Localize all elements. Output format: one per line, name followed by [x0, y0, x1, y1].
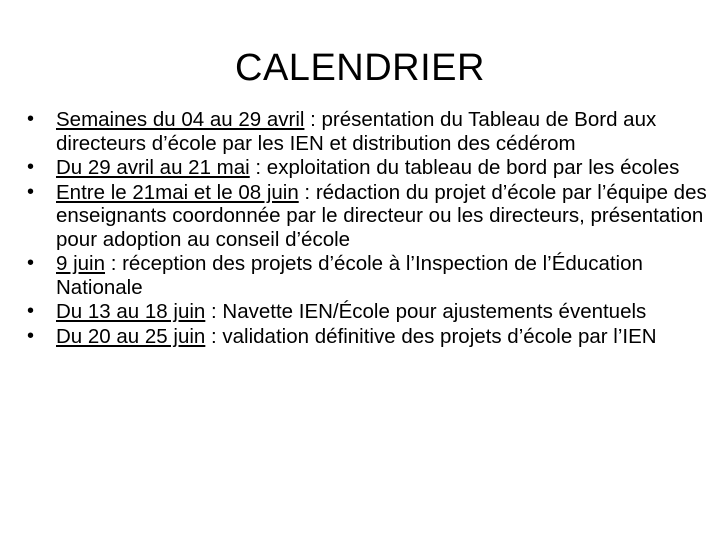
- item-date: Semaines du 04 au 29 avril: [56, 108, 305, 131]
- bullet-icon: •: [27, 180, 35, 203]
- bullet-icon: •: [27, 156, 35, 178]
- list-item: [27, 325, 707, 349]
- item-text: : rédaction du projet d’école par l’équipe des enseignants coordonnée par le directeur ou les directeurs, présentation pour adoption au conseil d’école: [56, 180, 707, 251]
- list-item: [27, 181, 707, 252]
- item-date: Entre le 21mai et le 08 juin: [56, 180, 299, 204]
- list-item: [27, 300, 707, 324]
- bullet-icon: •: [27, 252, 35, 274]
- list-item: [27, 108, 707, 155]
- bullet-icon: •: [27, 324, 35, 347]
- item-date: Du 13 au 18 juin: [56, 300, 206, 323]
- item-text: : exploitation du tableau de bord par les écoles: [249, 156, 680, 179]
- item-date: 9 juin: [56, 252, 106, 275]
- item-date: Du 20 au 25 juin: [56, 324, 206, 348]
- item-text: : réception des projets d’école à l’Inspection de l’Éducation Nationale: [56, 252, 643, 299]
- item-text: : Navette IEN/École pour ajustements éventuels: [205, 300, 647, 323]
- bullet-icon: •: [27, 108, 35, 130]
- bullet-icon: •: [27, 300, 35, 322]
- item-text: : validation définitive des projets d’école par l’IEN: [205, 324, 657, 348]
- item-text: : présentation du Tableau de Bord aux directeurs d’école par les IEN et distribution des cédérom: [56, 108, 657, 155]
- slide-title: CALENDRIER: [235, 47, 485, 89]
- list-item: [27, 252, 707, 299]
- list-item: [27, 156, 707, 180]
- item-date: Du 29 avril au 21 mai: [56, 156, 250, 179]
- calendar-bullet-list: [27, 108, 707, 349]
